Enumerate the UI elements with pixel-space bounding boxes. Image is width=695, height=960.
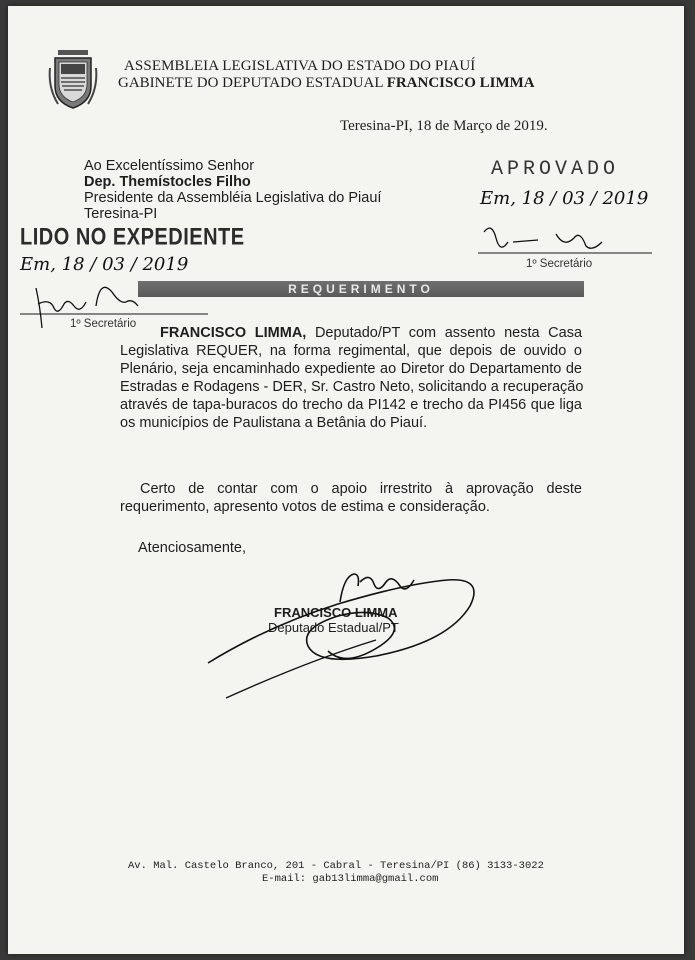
approved-stamp-date: Em, 18 / 03 / 2019	[480, 188, 649, 209]
header-office: GABINETE DO DEPUTADO ESTADUAL FRANCISCO LIMMA	[118, 75, 535, 91]
signatory-title: Deputado Estadual/PT	[268, 620, 399, 635]
main-signature-initials	[340, 574, 414, 602]
addressee-role: Presidente da Assembléia Legislativa do Piauí	[84, 190, 382, 206]
read-stamp-signer: 1º Secretário	[70, 318, 137, 330]
signatory-name: FRANCISCO LIMMA	[274, 605, 398, 620]
closing-paragraph: Certo de contar com o apoio irrestrito à aprovação deste requerimento, apresento votos de estima e consideração.	[120, 481, 582, 515]
approved-stamp-title: APROVADO	[491, 158, 620, 181]
read-stamp-date: Em, 18 / 03 / 2019	[20, 254, 189, 275]
document-page	[8, 6, 684, 954]
footer-email: E-mail: gab13limma@gmail.com	[262, 873, 439, 885]
addressee-city: Teresina-PI	[84, 206, 158, 222]
closing-salutation: Atenciosamente,	[138, 540, 247, 556]
section-title: REQUERIMENTO	[288, 282, 434, 296]
main-signature-loop	[208, 580, 474, 663]
handwriting-overlay	[8, 6, 684, 954]
approved-stamp-signer: 1º Secretário	[526, 258, 593, 270]
footer-address: Av. Mal. Castelo Branco, 201 - Cabral - Teresina/PI (86) 3133-3022	[128, 860, 544, 872]
addressee-salutation: Ao Excelentíssimo Senhor	[84, 158, 255, 174]
read-stamp-title: LIDO NO EXPEDIENTE	[20, 224, 245, 251]
main-signature-tail	[226, 640, 376, 698]
header-institution: ASSEMBLEIA LEGISLATIVA DO ESTADO DO PIAUÍ	[124, 58, 476, 74]
read-signature-scribble	[36, 287, 138, 328]
approved-signature-scribble	[484, 228, 602, 248]
addressee-name: Dep. Themístocles Filho	[84, 174, 251, 190]
document-date: Teresina-PI, 18 de Março de 2019.	[340, 118, 548, 134]
request-paragraph: FRANCISCO LIMMA, Deputado/PT com assento nesta Casa Legislativa REQUER, na forma regimental, que depois de ouvido o Plenário, seja encaminhado expediente ao Diretor do Departamento de Estradas e Rodagens - DER, Sr. Castro Neto, solicitando a recuperação através de tapa-buracos do trecho da PI142 e trecho da PI456 que liga os municípios de Paulistana a Betânia do Piauí.	[120, 325, 584, 431]
